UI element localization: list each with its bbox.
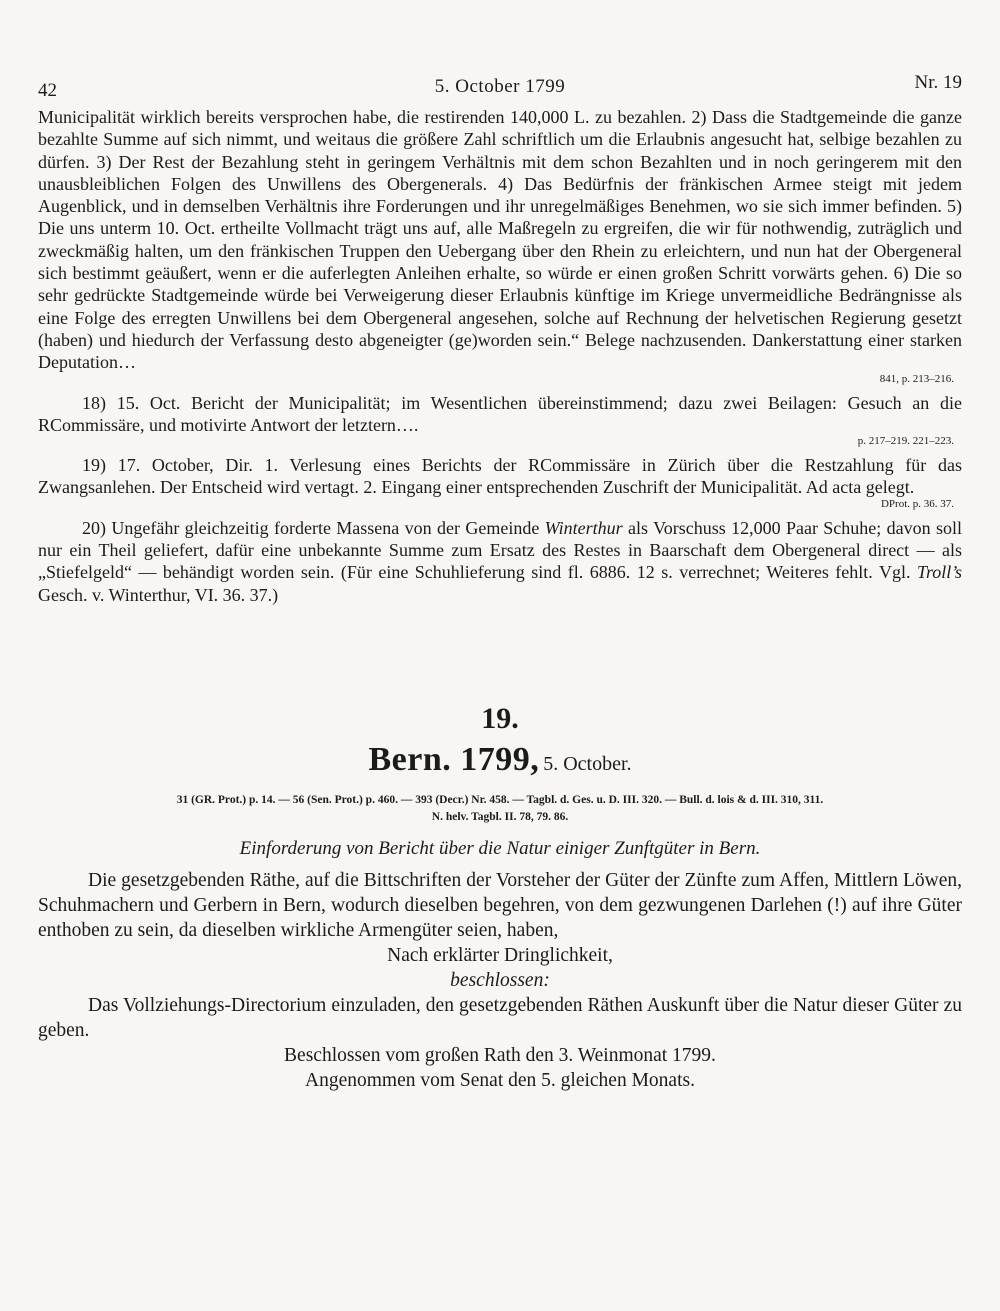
list-item-18: 18) 15. Oct. Bericht der Municipalität; im Wesentlichen übereinstimmend; dazu zwei Beilagen: Gesuch an die RCommissäre, und motivirte Antwort der letztern….: [38, 392, 962, 435]
list-item-20: [38, 517, 962, 606]
item-20-text-c: Gesch. v. Winterthur, VI. 36. 37.): [38, 584, 279, 605]
page-header: [38, 70, 962, 106]
decision-paragraph: Das Vollziehungs-Directorium einzuladen, den gesetzgebenden Räthen Auskunft über die Natur dieser Güter zu geben.: [38, 994, 962, 1041]
document-number: 19.: [481, 701, 519, 735]
header-number: Nr. 19: [914, 72, 962, 93]
document-subject: Einforderung von Bericht über die Natur einiger Zunftgüter in Bern.: [239, 837, 761, 859]
sources-line-2: N. helv. Tagbl. II. 78, 79. 86.: [431, 810, 569, 823]
document-heading: [38, 742, 962, 784]
source-reference: DProt. p. 36. 37.: [880, 497, 954, 510]
document-place: Bern. 1799,: [368, 740, 540, 778]
signoff-senate: Angenommen vom Senat den 5. gleichen Monats.: [305, 1069, 695, 1091]
document-body: [38, 868, 962, 1093]
urgency-line: Nach erklärter Dringlichkeit,: [387, 944, 613, 966]
page-number: 42: [38, 80, 57, 101]
resolved-line: beschlossen:: [450, 969, 550, 991]
document-date: 5. October.: [543, 752, 632, 775]
item-20-place: Winterthur: [544, 517, 623, 538]
preamble-paragraph: Die gesetzgebenden Räthe, auf die Bittschriften der Vorsteher der Güter der Zünfte zum Affen, Mittlern Löwen, Schuhmachern und Gerbern in Bern, wodurch dieselben begehren, von dem gezwungenen Darlehen (!) auf ihre Güter enthoben zu sein, da dieselben wirkliche Armengüter seien, haben,: [38, 869, 962, 941]
item-20-text-a: 20) Ungefähr gleichzeitig forderte Massena von der Gemeinde: [82, 517, 545, 538]
continuation-paragraph: Municipalität wirklich bereits versprochen habe, die restirenden 140,000 L. zu bezahlen. 2) Dass die Stadtgemeinde die ganze bezahlte Summe auf sich nimmt, und weitaus die größere Zahl schriftlich um die Erlaubnis angesucht hat, selbige bezahlen zu dürfen. 3) Der Rest der Bezahlung steht in geringem Verhältnis mit dem schon Bezahlten und in noch geringerem mit den unausbleiblichen Folgen des Unwillens des Obergenerals. 4) Das Bedürfnis der fränkischen Armee steigt mit jedem Augenblick, und in demselben Verhältnis ihre Forderungen und ihr unregelmäßiges Benehmen, wo sie sich immer befinden. 5) Die uns unterm 10. Oct. ertheilte Vollmacht trägt uns auf, alle Maßregeln zu ergreifen, die wir für nothwendig, zuträglich und zweckmäßig halten, um den fränkischen Truppen den Uebergang über den Rhein zu erleichtern, und nun hat der Obergeneral sich bestimmt geäußert, wenn er die auferlegten Anleihen erhalte, so würde er einen großen Schritt vorwärts gehen. 6) Die so sehr gedrückte Stadtgemeinde würde bei Verweigerung dieser Erlaubnis künftige im Kriege unvermeidliche Bedrängnisse als eine Folge des erregten Unwillens bei dem Obergeneral angesehen, solche auf Rechnung der helvetischen Regierung gesetzt (haben) und hiedurch der Verfassung desto abgeneigter (ge)worden sein.“ Belege nachzusenden. Dankerstattung einer starken Deputation…: [38, 107, 962, 373]
list-item-19: 19) 17. October, Dir. 1. Verlesung eines Berichts der RCommissäre in Zürich über die Restzahlung für das Zwangsanlehen. Der Entscheid wird vertagt. 2. Eingang einer entsprechenden Zuschrift der Municipalität. Ad acta gelegt.: [38, 455, 962, 498]
item-20-text-b: als Vorschuss 12,000 Paar Schuhe; davon soll nur ein Theil geliefert, dafür eine unbekannte Summe zum Ersatz des Restes in Baarschaft dem Obergeneral direct — als „Stiefelgeld“ — behändigt worden sein. (Für eine Schuhlieferung sind fl. 6886. 12 s. verrechnet; Weiteres fehlt. Vgl.: [38, 517, 962, 583]
signoff-great-council: Beschlossen vom großen Rath den 3. Weinmonat 1799.: [284, 1044, 716, 1066]
source-reference: 841, p. 213–216.: [879, 372, 954, 385]
sources-line-1: 31 (GR. Prot.) p. 14. — 56 (Sen. Prot.) p. 460. — 393 (Decr.) Nr. 458. — Tagbl. d. Ges. u. D. III. 320. — Bull. d. lois & d. III. 310, 311.: [176, 793, 824, 806]
document-page: [38, 70, 962, 1093]
item-20-author: Troll’s: [916, 562, 962, 583]
header-date: 5. October 1799: [434, 76, 566, 97]
sources-block: [38, 792, 962, 826]
source-reference: p. 217–219. 221–223.: [857, 435, 954, 448]
previous-document-continuation: [38, 106, 962, 606]
